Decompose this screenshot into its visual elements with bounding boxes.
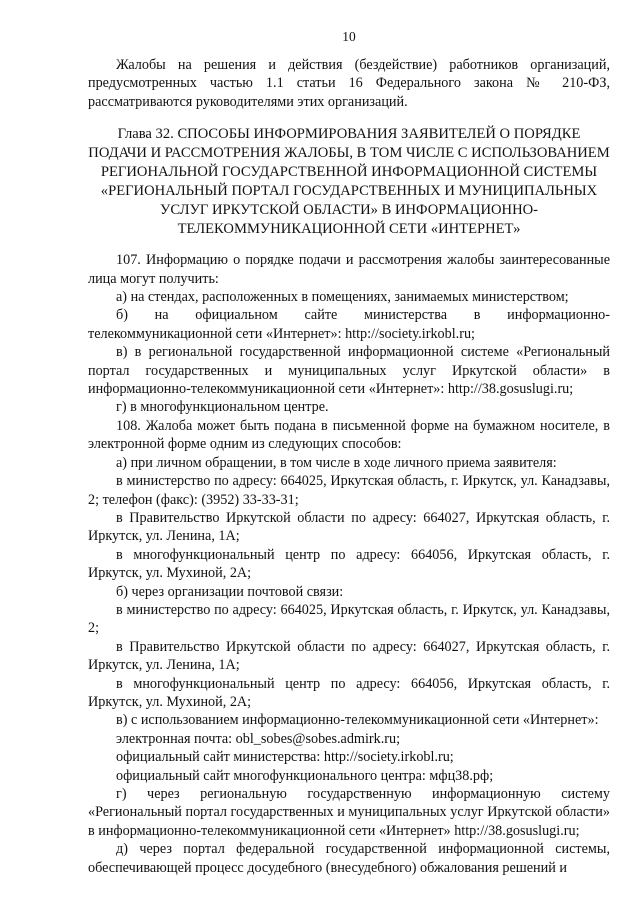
page-number: 10 xyxy=(342,29,356,44)
paragraph-108-d: д) через портал федеральной государственной информационной системы, обеспечивающей процесс досудебного (внесудебного) обжалования решений и xyxy=(88,841,610,876)
paragraph-108-v: в) с использованием информационно-телекоммуникационной сети «Интернет»: xyxy=(116,712,599,729)
intro-paragraph: Жалобы на решения и действия (бездействие) работников организаций, предусмотренных частью 1.1 статьи 16 Федерального закона № 210-ФЗ, рассматриваются руководителями этих организаций. xyxy=(88,57,610,110)
address-mfc-post: в многофункциональный центр по адресу: 664056, Иркутская область, г. Иркутск, ул. Мухиной, 2А; xyxy=(88,675,610,710)
paragraph-107-v: в) в региональной государственной информационной системе «Региональный портал государственных и муниципальных услуг Иркутской области» в информационно-телекоммуникационной сети «Интернет»: http://38.gosuslugi.ru; xyxy=(88,344,610,398)
contact-email: электронная почта: obl_sobes@sobes.admirk.ru; xyxy=(116,730,401,747)
address-mfc-in-person: в многофункциональный центр по адресу: 664056, Иркутская область, г. Иркутск, ул. Мухиной, 2А; xyxy=(88,546,610,582)
address-ministry-in-person: в министерство по адресу: 664025, Иркутская область, г. Иркутск, ул. Канадзавы, 2; телефон (факс): (3952) 33-33-31; xyxy=(88,473,610,508)
address-government-in-person: в Правительство Иркутской области по адресу: 664027, Иркутская область, г. Иркутск, ул. Ленина, 1А; xyxy=(88,509,610,545)
paragraph-108-b: б) через организации почтовой связи: xyxy=(116,583,344,600)
paragraph-107-a: а) на стендах, расположенных в помещениях, занимаемых министерством; xyxy=(116,289,569,306)
paragraph-107-b: б) на официальном сайте министерства в информационно-телекоммуникационной сети «Интернет»: http://society.irkobl.ru; xyxy=(88,307,610,342)
address-government-post: в Правительство Иркутской области по адресу: 664027, Иркутская область, г. Иркутск, ул. Ленина, 1А; xyxy=(88,638,610,674)
paragraph-107-g: г) в многофункциональном центре. xyxy=(116,399,329,416)
paragraph-108: 108. Жалоба может быть подана в письменной форме на бумажном носителе, в электронной форме одним из следующих способов: xyxy=(88,417,610,453)
contact-mfc-site: официальный сайт многофункционального центра: мфц38.рф; xyxy=(116,767,494,784)
paragraph-108-a: а) при личном обращении, в том числе в ходе личного приема заявителя: xyxy=(116,454,557,471)
address-ministry-post: в министерство по адресу: 664025, Иркутская область, г. Иркутск, ул. Канадзавы, 2; xyxy=(88,601,610,637)
paragraph-108-g: г) через региональную государственную информационную систему «Региональный портал государственных и муниципальных услуг Иркутской области» в информационно-телекоммуникационной сети «Интернет» http://38.gosuslugi.ru; xyxy=(88,786,610,839)
paragraph-107: 107. Информацию о порядке подачи и рассмотрения жалобы заинтересованные лица могут получить: xyxy=(88,252,610,287)
chapter-heading: Глава 32. СПОСОБЫ ИНФОРМИРОВАНИЯ ЗАЯВИТЕЛЕЙ О ПОРЯДКЕ ПОДАЧИ И РАССМОТРЕНИЯ ЖАЛОБЫ, В ТОМ ЧИСЛЕ С ИСПОЛЬЗОВАНИЕМ РЕГИОНАЛЬНОЙ ГОСУДАРСТВЕННОЙ ИНФОРМАЦИОННОЙ СИСТЕМЫ «РЕГИОНАЛЬНЫЙ ПОРТАЛ ГОСУДАРСТВЕННЫХ И МУНИЦИПАЛЬНЫХ УСЛУГ ИРКУТСКОЙ ОБЛАСТИ» В ИНФОРМАЦИОННО-ТЕЛЕКОММУНИКАЦИОННОЙ СЕТИ «ИНТЕРНЕТ» xyxy=(88,126,610,238)
contact-ministry-site: официальный сайт министерства: http://society.irkobl.ru; xyxy=(116,749,454,766)
